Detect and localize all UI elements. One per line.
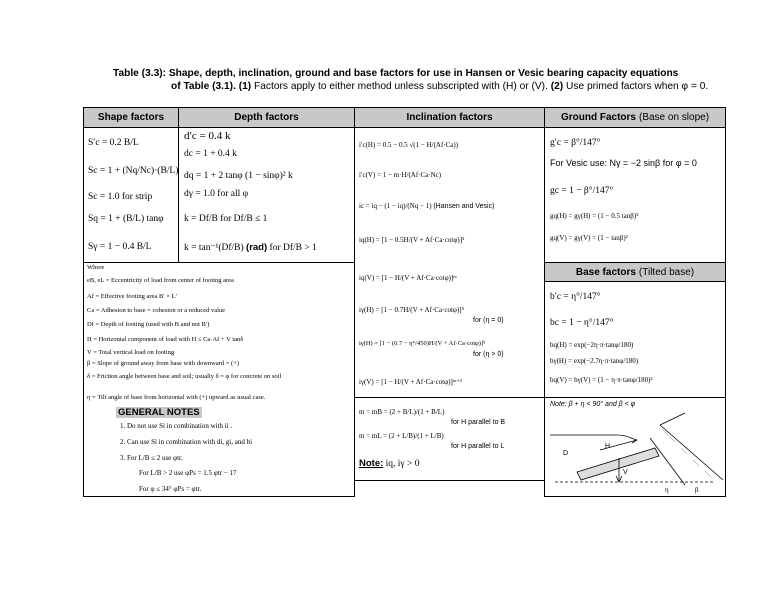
table-caption-line1: Table (3.3): Shape, depth, inclination, ground and base factors for use in Hansen or Vesic bearing capacity equations	[113, 68, 679, 79]
incl-igH-eta-positive: iγ(H) = [1 − (0.7 − η°/450)H/(V + Af·Ca·cotφ)]⁵	[359, 340, 486, 347]
incl-note	[359, 458, 420, 470]
depth-rad-unit: (rad)	[246, 242, 268, 253]
ground-gqH: gq(H) = gγ(H) = (1 − 0.5 tanβ)⁵	[550, 212, 639, 220]
upper-ground-line	[660, 413, 685, 425]
where-title: Where	[87, 264, 105, 271]
shape-sc-prime: S′c = 0.2 B/L	[88, 138, 139, 148]
incl-iqV: iq(V) = [1 − H/(V + Af·Ca·cotφ)]ᵐ	[359, 274, 457, 282]
incl-iqH: iq(H) = [1 − 0.5H/(V + Af·Ca·cotφ)]⁵	[359, 236, 465, 244]
ground-vesic-note: For Vesic use: Nγ = −2 sinβ for φ = 0	[550, 158, 697, 168]
wall-line	[650, 438, 685, 485]
depth-factors-cell	[178, 127, 355, 263]
inclination-m-cell	[354, 397, 545, 481]
where-item-eccentricity: eB, eL = Eccentricity of load from center of footing area	[87, 277, 234, 284]
shape-sq: Sq = 1 + (B/L) tanφ	[88, 214, 164, 224]
header-depth-factors	[178, 107, 355, 128]
header-depth-label: Depth factors	[234, 112, 299, 123]
base-note: Note: β + η < 90° and β < φ	[550, 401, 636, 408]
where-item-adhesion: Ca = Adhesion to base = cohesion or a reduced value	[87, 307, 226, 314]
base-bqH: bq(H) = exp(−2η·π·tanφ/180)	[550, 341, 634, 349]
diagram-label-v: V	[623, 469, 628, 476]
ground-surface-line	[550, 435, 631, 438]
base-bgH: bγ(H) = exp(−2.7η·π·tanφ/180)	[550, 357, 639, 365]
depth-dc: dc = 1 + 0.4 k	[184, 149, 237, 159]
header-shape-label: Shape factors	[97, 112, 165, 123]
header-shape-factors	[83, 107, 179, 128]
header-inclination-label: Inclination factors	[406, 112, 493, 123]
incl-mB-condition: for H parallel to B	[451, 419, 506, 426]
where-item-friction: δ = Friction angle between base and soil; usually δ = φ for concrete on soil	[87, 373, 282, 380]
caption-line2-bold: of Table (3.1).	[171, 81, 236, 92]
shape-sgamma: Sγ = 1 − 0.4 B/L	[88, 242, 152, 252]
general-notes-heading: GENERAL NOTES	[118, 407, 200, 418]
definitions-cell	[83, 262, 355, 497]
where-item-slope: β = Slope of ground away from base with downward = (+)	[87, 360, 240, 367]
depth-dc-prime: d′c = 0.4 k	[184, 130, 231, 142]
general-note-2: 2. Can use Si in combination with di, gi, and bi	[120, 438, 253, 446]
depth-k-large-formula: k = tan⁻¹(Df/B)	[184, 243, 244, 253]
diagram-label-h: H	[605, 443, 611, 450]
incl-note-text: iq, iγ > 0	[385, 459, 420, 469]
header-base-factors	[544, 262, 726, 282]
slope-line	[660, 425, 723, 480]
diagram-label-eta: η	[665, 486, 669, 494]
incl-ic-note: (Hansen and Vesic)	[433, 203, 495, 210]
ground-gc: gc = 1 − β°/147°	[550, 186, 614, 196]
incl-igH-eta0: iγ(H) = [1 − 0.7H/(V + Af·Ca·cotφ)]⁵	[359, 306, 465, 314]
depth-dq: dq = 1 + 2 tanφ (1 − sinφ)² k	[184, 171, 293, 181]
shape-sc: Sc = 1 + (Nq/Nc)·(B/L)	[88, 166, 179, 176]
caption-note1-number: (1)	[238, 81, 252, 92]
ground-gc-prime: g′c = β°/147°	[550, 138, 601, 148]
depth-k-small: k = Df/B for Df/B ≤ 1	[184, 214, 268, 224]
header-base-label: Base factors	[575, 266, 636, 278]
base-bqV: bq(V) = bγ(V) = (1 − η·π·tanφ/180)²	[550, 376, 653, 384]
header-base-sublabel: (Tilted base)	[638, 266, 695, 278]
diagram-cell	[544, 397, 726, 497]
incl-icH: i′c(H) = 0.5 − 0.5 √(1 − H/(Af·Ca))	[359, 141, 459, 149]
base-bc-prime: b′c = η°/147°	[550, 292, 601, 302]
depth-k-large	[184, 242, 317, 254]
header-inclination-factors	[354, 107, 545, 128]
ground-gqV: gq(V) = gγ(V) = (1 − tanβ)²	[550, 234, 628, 242]
incl-igH-eta-positive-condition: for (η > 0)	[473, 351, 504, 358]
caption-note2-number: (2)	[550, 81, 564, 92]
general-note-1: 1. Do not use Si in combination with ii .	[120, 422, 233, 430]
general-note-3c: For φ ≤ 34° φPs = φtr.	[139, 485, 202, 493]
base-factors-cell	[544, 281, 726, 398]
header-ground-factors	[544, 107, 726, 128]
general-notes-heading-wrap	[116, 407, 202, 419]
caption-note2-text: Use primed factors when φ = 0.	[566, 81, 709, 92]
where-item-vertical-load: V = Total vertical load on footing	[87, 349, 175, 356]
incl-ic	[359, 202, 494, 211]
incl-mL: m = mL = (2 + L/B)/(1 + L/B)	[359, 432, 444, 440]
general-note-3b: For L/B > 2 use φPs = 1.5 φtr − 17	[139, 469, 237, 477]
base-bc: bc = 1 − η°/147°	[550, 318, 614, 328]
shape-sc-strip: Sc = 1.0 for strip	[88, 192, 153, 202]
diagram-label-d: D	[563, 450, 569, 457]
header-ground-label: Ground Factors	[560, 112, 636, 123]
caption-note1-text: Factors apply to either method unless subscripted with (H) or (V).	[254, 81, 548, 92]
incl-mB: m = mB = (2 + B/L)/(1 + B/L)	[359, 408, 445, 416]
depth-k-large-condition: for Df/B > 1	[269, 243, 317, 253]
where-item-tilt: η = Tilt angle of base from horizontal with (+) upward as usual case.	[87, 394, 266, 401]
general-note-3: 3. For L/B ≤ 2 use φtr.	[120, 454, 183, 462]
inclination-factors-cell	[354, 127, 545, 398]
incl-igH-eta0-condition: for (η = 0)	[473, 317, 504, 324]
ground-factors-cell	[544, 127, 726, 263]
header-ground-sublabel: (Base on slope)	[638, 112, 710, 123]
shape-factors-cell	[83, 127, 179, 263]
depth-dgamma: dγ = 1.0 for all φ	[184, 189, 249, 199]
where-item-footing-area: Af = Effective footing area B′ × L′	[87, 293, 178, 300]
incl-igV: iγ(V) = [1 − H/(V + Af·Ca·cotφ)]ᵐ⁺¹	[359, 378, 463, 386]
incl-ic-formula: ic = iq − (1 − iq)/(Nq − 1)	[359, 202, 432, 210]
where-item-horizontal-load: H = Horizontal component of load with H ≤ Ca·Af + V tanδ	[87, 336, 244, 343]
diagram-label-beta: β	[695, 486, 699, 494]
where-item-depth: Df = Depth of footing (used with B and not B′)	[87, 321, 210, 328]
tilted-footing-shape	[577, 448, 659, 480]
incl-note-label: Note:	[359, 458, 384, 469]
incl-mL-condition: for H parallel to L	[451, 443, 505, 450]
incl-icV: i′c(V) = 1 − m·H/(Af·Ca·Nc)	[359, 171, 442, 179]
tilted-footing-diagram	[545, 410, 725, 496]
table-caption-line2	[171, 81, 708, 92]
